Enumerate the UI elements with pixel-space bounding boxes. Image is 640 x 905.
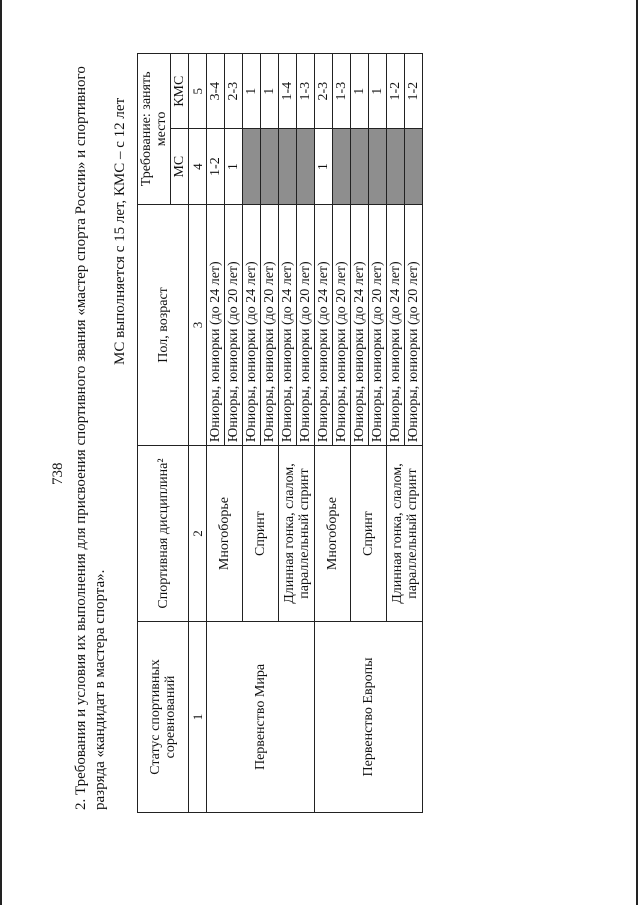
ms-cell-shaded xyxy=(369,129,387,204)
discipline-long-race xyxy=(387,446,423,622)
age-cell: Юниоры, юниорки (до 20 лет) xyxy=(333,204,351,445)
header-ms: МС xyxy=(171,129,189,204)
age-cell: Юниоры, юниорки (до 24 лет) xyxy=(207,204,225,445)
kms-cell: 1-3 xyxy=(297,54,315,129)
discipline-long-race xyxy=(279,446,315,622)
column-number: 5 xyxy=(189,54,207,129)
header-status: Статус спортивных соревнований xyxy=(138,622,189,813)
header-age: Пол, возраст xyxy=(138,204,189,445)
kms-cell: 1-3 xyxy=(333,54,351,129)
ms-cell-shaded xyxy=(405,129,423,204)
age-cell: Юниоры, юниорки (до 20 лет) xyxy=(369,204,387,445)
discipline-mnogoborye: Многоборье xyxy=(207,446,243,622)
age-cell: Юниоры, юниорки (до 24 лет) xyxy=(387,204,405,445)
age-cell: Юниоры, юниорки (до 24 лет) xyxy=(351,204,369,445)
age-cell: Юниоры, юниорки (до 20 лет) xyxy=(297,204,315,445)
age-cell: Юниоры, юниорки (до 20 лет) xyxy=(225,204,243,445)
requirements-table xyxy=(137,53,423,813)
kms-cell: 1 xyxy=(369,54,387,129)
ms-cell-shaded xyxy=(297,129,315,204)
kms-cell: 2-3 xyxy=(225,54,243,129)
kms-cell: 1 xyxy=(351,54,369,129)
discipline-long-line2: параллельный спринт xyxy=(404,468,420,599)
competition-status-world: Первенство Мира xyxy=(207,622,315,813)
discipline-sprint: Спринт xyxy=(243,446,279,622)
ms-cell-shaded xyxy=(243,129,261,204)
age-cell: Юниоры, юниорки (до 24 лет) xyxy=(243,204,261,445)
kms-cell: 1-2 xyxy=(387,54,405,129)
age-note: МС выполняется с 15 лет, КМС – с 12 лет xyxy=(112,97,128,365)
discipline-long-line1: Длинная гонка, слалом, xyxy=(281,463,297,604)
discipline-long-line2: параллельный спринт xyxy=(296,468,312,599)
age-cell: Юниоры, юниорки (до 24 лет) xyxy=(279,204,297,445)
column-number: 3 xyxy=(189,204,207,445)
ms-cell-shaded xyxy=(387,129,405,204)
ms-cell-shaded xyxy=(261,129,279,204)
competition-status-europe: Первенство Европы xyxy=(315,622,423,813)
page-number: 738 xyxy=(50,462,66,485)
discipline-long-line1: Длинная гонка, слалом, xyxy=(389,463,405,604)
kms-cell: 1 xyxy=(243,54,261,129)
kms-cell: 1-4 xyxy=(279,54,297,129)
kms-cell: 2-3 xyxy=(315,54,333,129)
kms-cell: 1 xyxy=(261,54,279,129)
ms-cell-shaded xyxy=(279,129,297,204)
column-number: 4 xyxy=(189,129,207,204)
header-requirement: Требование: занять место xyxy=(138,54,171,205)
ms-cell: 1 xyxy=(225,129,243,204)
column-number: 2 xyxy=(189,446,207,622)
header-discipline: Спортивная дисциплина² xyxy=(138,446,189,622)
ms-cell-shaded xyxy=(333,129,351,204)
kms-cell: 1-2 xyxy=(405,54,423,129)
ms-cell: 1-2 xyxy=(207,129,225,204)
age-cell: Юниоры, юниорки (до 24 лет) xyxy=(315,204,333,445)
ms-cell-shaded xyxy=(351,129,369,204)
age-cell: Юниоры, юниорки (до 20 лет) xyxy=(261,204,279,445)
section-heading: 2. Требования и условия их выполнения для присвоения спортивного звания «мастер спорта России» и спортивного разряда «кандидат в мастера спорта». xyxy=(73,66,108,810)
age-cell: Юниоры, юниорки (до 20 лет) xyxy=(405,204,423,445)
discipline-sprint: Спринт xyxy=(351,446,387,622)
ms-cell: 1 xyxy=(315,129,333,204)
kms-cell: 3-4 xyxy=(207,54,225,129)
column-number: 1 xyxy=(189,622,207,813)
header-kms: КМС xyxy=(171,54,189,129)
discipline-mnogoborye: Многоборье xyxy=(315,446,351,622)
